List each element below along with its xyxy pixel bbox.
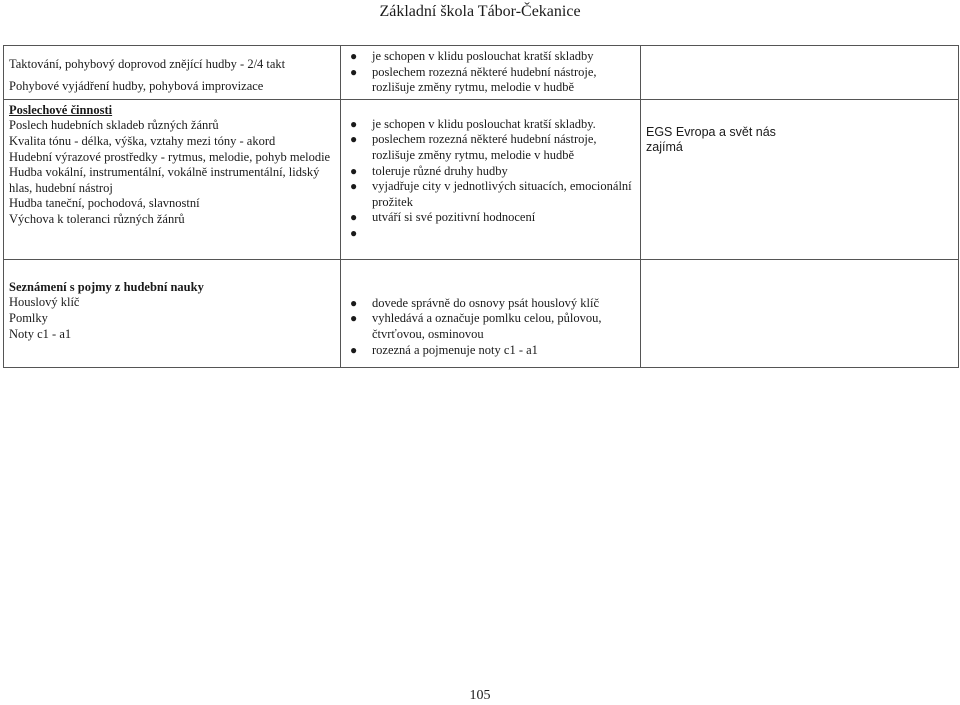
outcomes-cell xyxy=(341,46,641,100)
content-line: Taktování, pohybový doprovod znějící hudby - 2/4 takt xyxy=(9,57,286,71)
cross-topic-cell xyxy=(641,99,959,259)
outcomes-list xyxy=(346,49,635,96)
bullet-icon: ● xyxy=(350,225,358,240)
cross-topic-label: EGS Evropa a svět nás zajímá xyxy=(646,124,776,155)
bullet-icon: ● xyxy=(350,49,358,63)
content-line: Poslech hudebních skladeb různých žánrů xyxy=(9,118,219,133)
cross-topic-cell xyxy=(641,46,959,100)
bullet-icon: ● xyxy=(350,311,358,326)
list-item: ● poslechem rozezná některé hudební nástroje, rozlišuje změny rytmu, melodie v hudbě xyxy=(350,64,597,95)
list-item: ● vyhledává a označuje pomlku celou, půlovou, čtvrťovou, osminovou xyxy=(350,311,602,341)
cross-topic-cell xyxy=(641,259,959,367)
content-line: Hudba taneční, pochodová, slavnostní xyxy=(9,196,200,211)
table-row xyxy=(4,259,959,367)
subject-content-cell xyxy=(4,46,341,100)
content-line: Výchova k toleranci různých žánrů xyxy=(9,211,185,226)
section-heading: Seznámení s pojmy z hudební nauky xyxy=(9,279,204,294)
content-line: Pomlky xyxy=(9,310,48,325)
table-row xyxy=(4,99,959,259)
bullet-icon: ● xyxy=(350,132,358,147)
outcomes-cell xyxy=(341,99,641,259)
bullet-icon: ● xyxy=(350,342,358,357)
bullet-icon: ● xyxy=(350,163,358,178)
content-line: Noty c1 - a1 xyxy=(9,326,72,341)
list-item: ● vyjadřuje city v jednotlivých situacích, emocionální prožitek xyxy=(350,179,632,209)
list-item xyxy=(346,226,635,242)
curriculum-table xyxy=(3,45,959,368)
list-item: ● utváří si své pozitivní hodnocení xyxy=(350,210,536,225)
bullet-icon: ● xyxy=(350,295,358,310)
subject-content-cell xyxy=(4,259,341,367)
page-number: 105 xyxy=(469,688,491,703)
section-heading: Poslechové činnosti xyxy=(9,102,113,117)
list-item: ● toleruje různé druhy hudby xyxy=(350,163,508,178)
bullet-icon: ● xyxy=(350,64,358,79)
bullet-icon: ● xyxy=(350,116,358,131)
list-item: ● je schopen v klidu poslouchat kratší skladby. xyxy=(350,116,596,131)
content-line: Houslový klíč xyxy=(9,295,80,310)
list-item: ● poslechem rozezná některé hudební nástroje, rozlišuje změny rytmu, melodie v hudbě xyxy=(350,132,597,162)
content-line: Hudební výrazové prostředky - rytmus, melodie, pohyb melodie xyxy=(9,149,331,164)
bullet-icon: ● xyxy=(350,210,358,225)
list-item: ● rozezná a pojmenuje noty c1 - a1 xyxy=(350,342,538,357)
content-line: Kvalita tónu - délka, výška, vztahy mezi tóny - akord xyxy=(9,133,276,148)
list-item: ● dovede správně do osnovy psát houslový klíč xyxy=(350,295,600,310)
outcomes-list xyxy=(346,296,635,358)
bullet-icon: ● xyxy=(350,179,358,194)
table-row xyxy=(4,46,959,100)
subject-content-cell xyxy=(4,99,341,259)
outcomes-list xyxy=(346,117,635,242)
content-line: Hudba vokální, instrumentální, vokálně instrumentální, lidský hlas, hudební nástroj xyxy=(9,165,320,195)
list-item: ● je schopen v klidu poslouchat kratší skladby xyxy=(350,49,594,63)
outcomes-cell xyxy=(341,259,641,367)
page-header: Základní škola Tábor-Čekanice xyxy=(379,3,581,20)
content-line: Pohybové vyjádření hudby, pohybová improvizace xyxy=(9,78,264,93)
